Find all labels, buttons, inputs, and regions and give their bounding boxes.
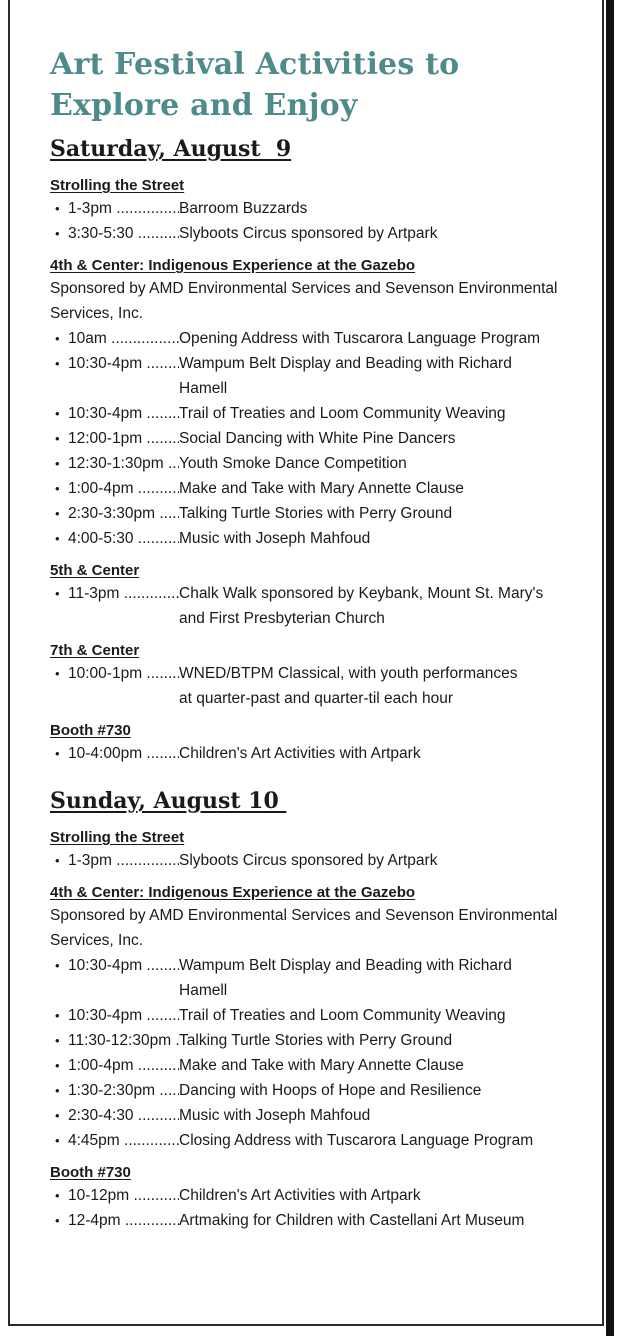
section-heading: 4th & Center: Indigenous Experience at the Gazebo bbox=[50, 257, 416, 274]
section-heading: Strolling the Street bbox=[50, 177, 185, 194]
schedule-item bbox=[50, 1183, 600, 1208]
bullet-icon: • bbox=[55, 531, 60, 546]
schedule-section bbox=[50, 256, 600, 551]
bullet-icon: • bbox=[55, 1083, 60, 1098]
schedule-section bbox=[50, 176, 600, 246]
schedule-section bbox=[50, 883, 600, 1153]
item-time: 11-3pm ..... bbox=[68, 581, 179, 631]
schedule-item bbox=[50, 953, 600, 1003]
section-heading: 7th & Center bbox=[50, 642, 140, 659]
item-description: Chalk Walk sponsored by Keybank, Mount St. Mary's and First Presbyterian Church bbox=[179, 585, 544, 627]
bullet-icon: • bbox=[55, 1058, 60, 1073]
schedule-item bbox=[50, 1003, 600, 1028]
item-time: 1:30-2:30pm ..... bbox=[68, 1078, 179, 1103]
schedule-item bbox=[50, 501, 600, 526]
bullet-icon: • bbox=[55, 666, 60, 681]
item-time: 12:00-1pm ..... bbox=[68, 426, 179, 451]
item-description: Opening Address with Tuscarora Language Program bbox=[179, 330, 541, 347]
schedule-item bbox=[50, 1208, 600, 1233]
schedule-content bbox=[50, 44, 600, 1233]
item-description: Dancing with Hoops of Hope and Resilience bbox=[179, 1082, 482, 1099]
item-time: 4:00-5:30 ..... bbox=[68, 526, 179, 551]
schedule-section bbox=[50, 1163, 600, 1233]
bullet-icon: • bbox=[55, 456, 60, 471]
item-time: 10am ..... bbox=[68, 326, 179, 351]
item-description: WNED/BTPM Classical, with youth performances at quarter-past and quarter-til each hour bbox=[179, 665, 518, 707]
bullet-icon: • bbox=[55, 958, 60, 973]
schedule-section bbox=[50, 721, 600, 766]
day-heading: Saturday, August 9 bbox=[50, 136, 292, 162]
item-time: 1-3pm ..... bbox=[68, 848, 179, 873]
item-time: 10-4:00pm ..... bbox=[68, 741, 179, 766]
schedule-item bbox=[50, 526, 600, 551]
schedule-item bbox=[50, 1053, 600, 1078]
schedule-item bbox=[50, 741, 600, 766]
bullet-icon: • bbox=[55, 406, 60, 421]
item-time: 10:30-4pm ..... bbox=[68, 953, 179, 1003]
item-description: Slyboots Circus sponsored by Artpark bbox=[179, 225, 438, 242]
bullet-icon: • bbox=[55, 201, 60, 216]
bullet-icon: • bbox=[55, 506, 60, 521]
item-time: 1:00-4pm ..... bbox=[68, 1053, 179, 1078]
schedule-item bbox=[50, 351, 600, 401]
page-title: Art Festival Activities to Explore and Enjoy bbox=[50, 47, 460, 123]
bullet-icon: • bbox=[55, 586, 60, 601]
item-time: 2:30-3:30pm ..... bbox=[68, 501, 179, 526]
item-description: Talking Turtle Stories with Perry Ground bbox=[179, 505, 453, 522]
item-description: Music with Joseph Mahfoud bbox=[179, 1107, 371, 1124]
item-description: Youth Smoke Dance Competition bbox=[179, 455, 407, 472]
item-description: Social Dancing with White Pine Dancers bbox=[179, 430, 456, 447]
schedule-item bbox=[50, 1128, 600, 1153]
item-description: Make and Take with Mary Annette Clause bbox=[179, 1057, 464, 1074]
schedule-section bbox=[50, 828, 600, 873]
bullet-icon: • bbox=[55, 431, 60, 446]
item-time: 10:30-4pm ..... bbox=[68, 401, 179, 426]
schedule-item bbox=[50, 476, 600, 501]
item-time: 12-4pm ..... bbox=[68, 1208, 179, 1233]
item-description: Wampum Belt Display and Beading with Richard Hamell bbox=[179, 957, 512, 999]
sponsor-text: Sponsored by AMD Environmental Services and Sevenson Environmental Services, Inc. bbox=[50, 280, 558, 322]
bullet-icon: • bbox=[55, 1108, 60, 1123]
item-time: 1-3pm ..... bbox=[68, 196, 179, 221]
schedule-item bbox=[50, 661, 600, 711]
schedule-item bbox=[50, 451, 600, 476]
item-description: Trail of Treaties and Loom Community Weaving bbox=[179, 405, 506, 422]
item-description: Make and Take with Mary Annette Clause bbox=[179, 480, 464, 497]
section-heading: 5th & Center bbox=[50, 562, 140, 579]
days-container bbox=[50, 134, 600, 1233]
item-time: 12:30-1:30pm ..... bbox=[68, 451, 179, 476]
item-description: Barroom Buzzards bbox=[179, 200, 308, 217]
schedule-item bbox=[50, 1028, 600, 1053]
schedule-item bbox=[50, 1103, 600, 1128]
schedule-item bbox=[50, 426, 600, 451]
item-time: 3:30-5:30 ..... bbox=[68, 221, 179, 246]
sponsor-text: Sponsored by AMD Environmental Services and Sevenson Environmental Services, Inc. bbox=[50, 907, 558, 949]
item-time: 2:30-4:30 ..... bbox=[68, 1103, 179, 1128]
schedule-item bbox=[50, 581, 600, 631]
item-time: 4:45pm ..... bbox=[68, 1128, 179, 1153]
item-time: 11:30-12:30pm ..... bbox=[68, 1028, 179, 1053]
bullet-icon: • bbox=[55, 331, 60, 346]
bullet-icon: • bbox=[55, 356, 60, 371]
schedule-section bbox=[50, 561, 600, 631]
item-description: Music with Joseph Mahfoud bbox=[179, 530, 371, 547]
bullet-icon: • bbox=[55, 481, 60, 496]
bullet-icon: • bbox=[55, 1033, 60, 1048]
item-description: Slyboots Circus sponsored by Artpark bbox=[179, 852, 438, 869]
day-block bbox=[50, 786, 600, 1233]
page-edge-shadow bbox=[606, 0, 614, 1336]
bullet-icon: • bbox=[55, 1188, 60, 1203]
item-time: 10:30-4pm ..... bbox=[68, 1003, 179, 1028]
item-time: 10:00-1pm ..... bbox=[68, 661, 179, 711]
item-time: 1:00-4pm ..... bbox=[68, 476, 179, 501]
section-heading: Booth #730 bbox=[50, 722, 131, 739]
bullet-icon: • bbox=[55, 1133, 60, 1148]
day-block bbox=[50, 134, 600, 766]
schedule-section bbox=[50, 641, 600, 711]
bullet-icon: • bbox=[55, 1213, 60, 1228]
day-heading: Sunday, August 10 bbox=[50, 788, 287, 814]
bullet-icon: • bbox=[55, 853, 60, 868]
schedule-item bbox=[50, 221, 600, 246]
item-description: Children's Art Activities with Artpark bbox=[179, 745, 421, 762]
section-heading: Strolling the Street bbox=[50, 829, 185, 846]
item-time: 10-12pm ..... bbox=[68, 1183, 179, 1208]
bullet-icon: • bbox=[55, 226, 60, 241]
bullet-icon: • bbox=[55, 1008, 60, 1023]
schedule-item bbox=[50, 401, 600, 426]
item-description: Closing Address with Tuscarora Language Program bbox=[179, 1132, 534, 1149]
bullet-icon: • bbox=[55, 746, 60, 761]
item-description: Children's Art Activities with Artpark bbox=[179, 1187, 421, 1204]
item-description: Talking Turtle Stories with Perry Ground bbox=[179, 1032, 453, 1049]
section-heading: 4th & Center: Indigenous Experience at the Gazebo bbox=[50, 884, 416, 901]
item-description: Wampum Belt Display and Beading with Richard Hamell bbox=[179, 355, 512, 397]
schedule-item bbox=[50, 196, 600, 221]
item-description: Trail of Treaties and Loom Community Weaving bbox=[179, 1007, 506, 1024]
schedule-item bbox=[50, 1078, 600, 1103]
schedule-item bbox=[50, 326, 600, 351]
item-time: 10:30-4pm ..... bbox=[68, 351, 179, 401]
item-description: Artmaking for Children with Castellani Art Museum bbox=[179, 1212, 525, 1229]
schedule-item bbox=[50, 848, 600, 873]
section-heading: Booth #730 bbox=[50, 1164, 131, 1181]
